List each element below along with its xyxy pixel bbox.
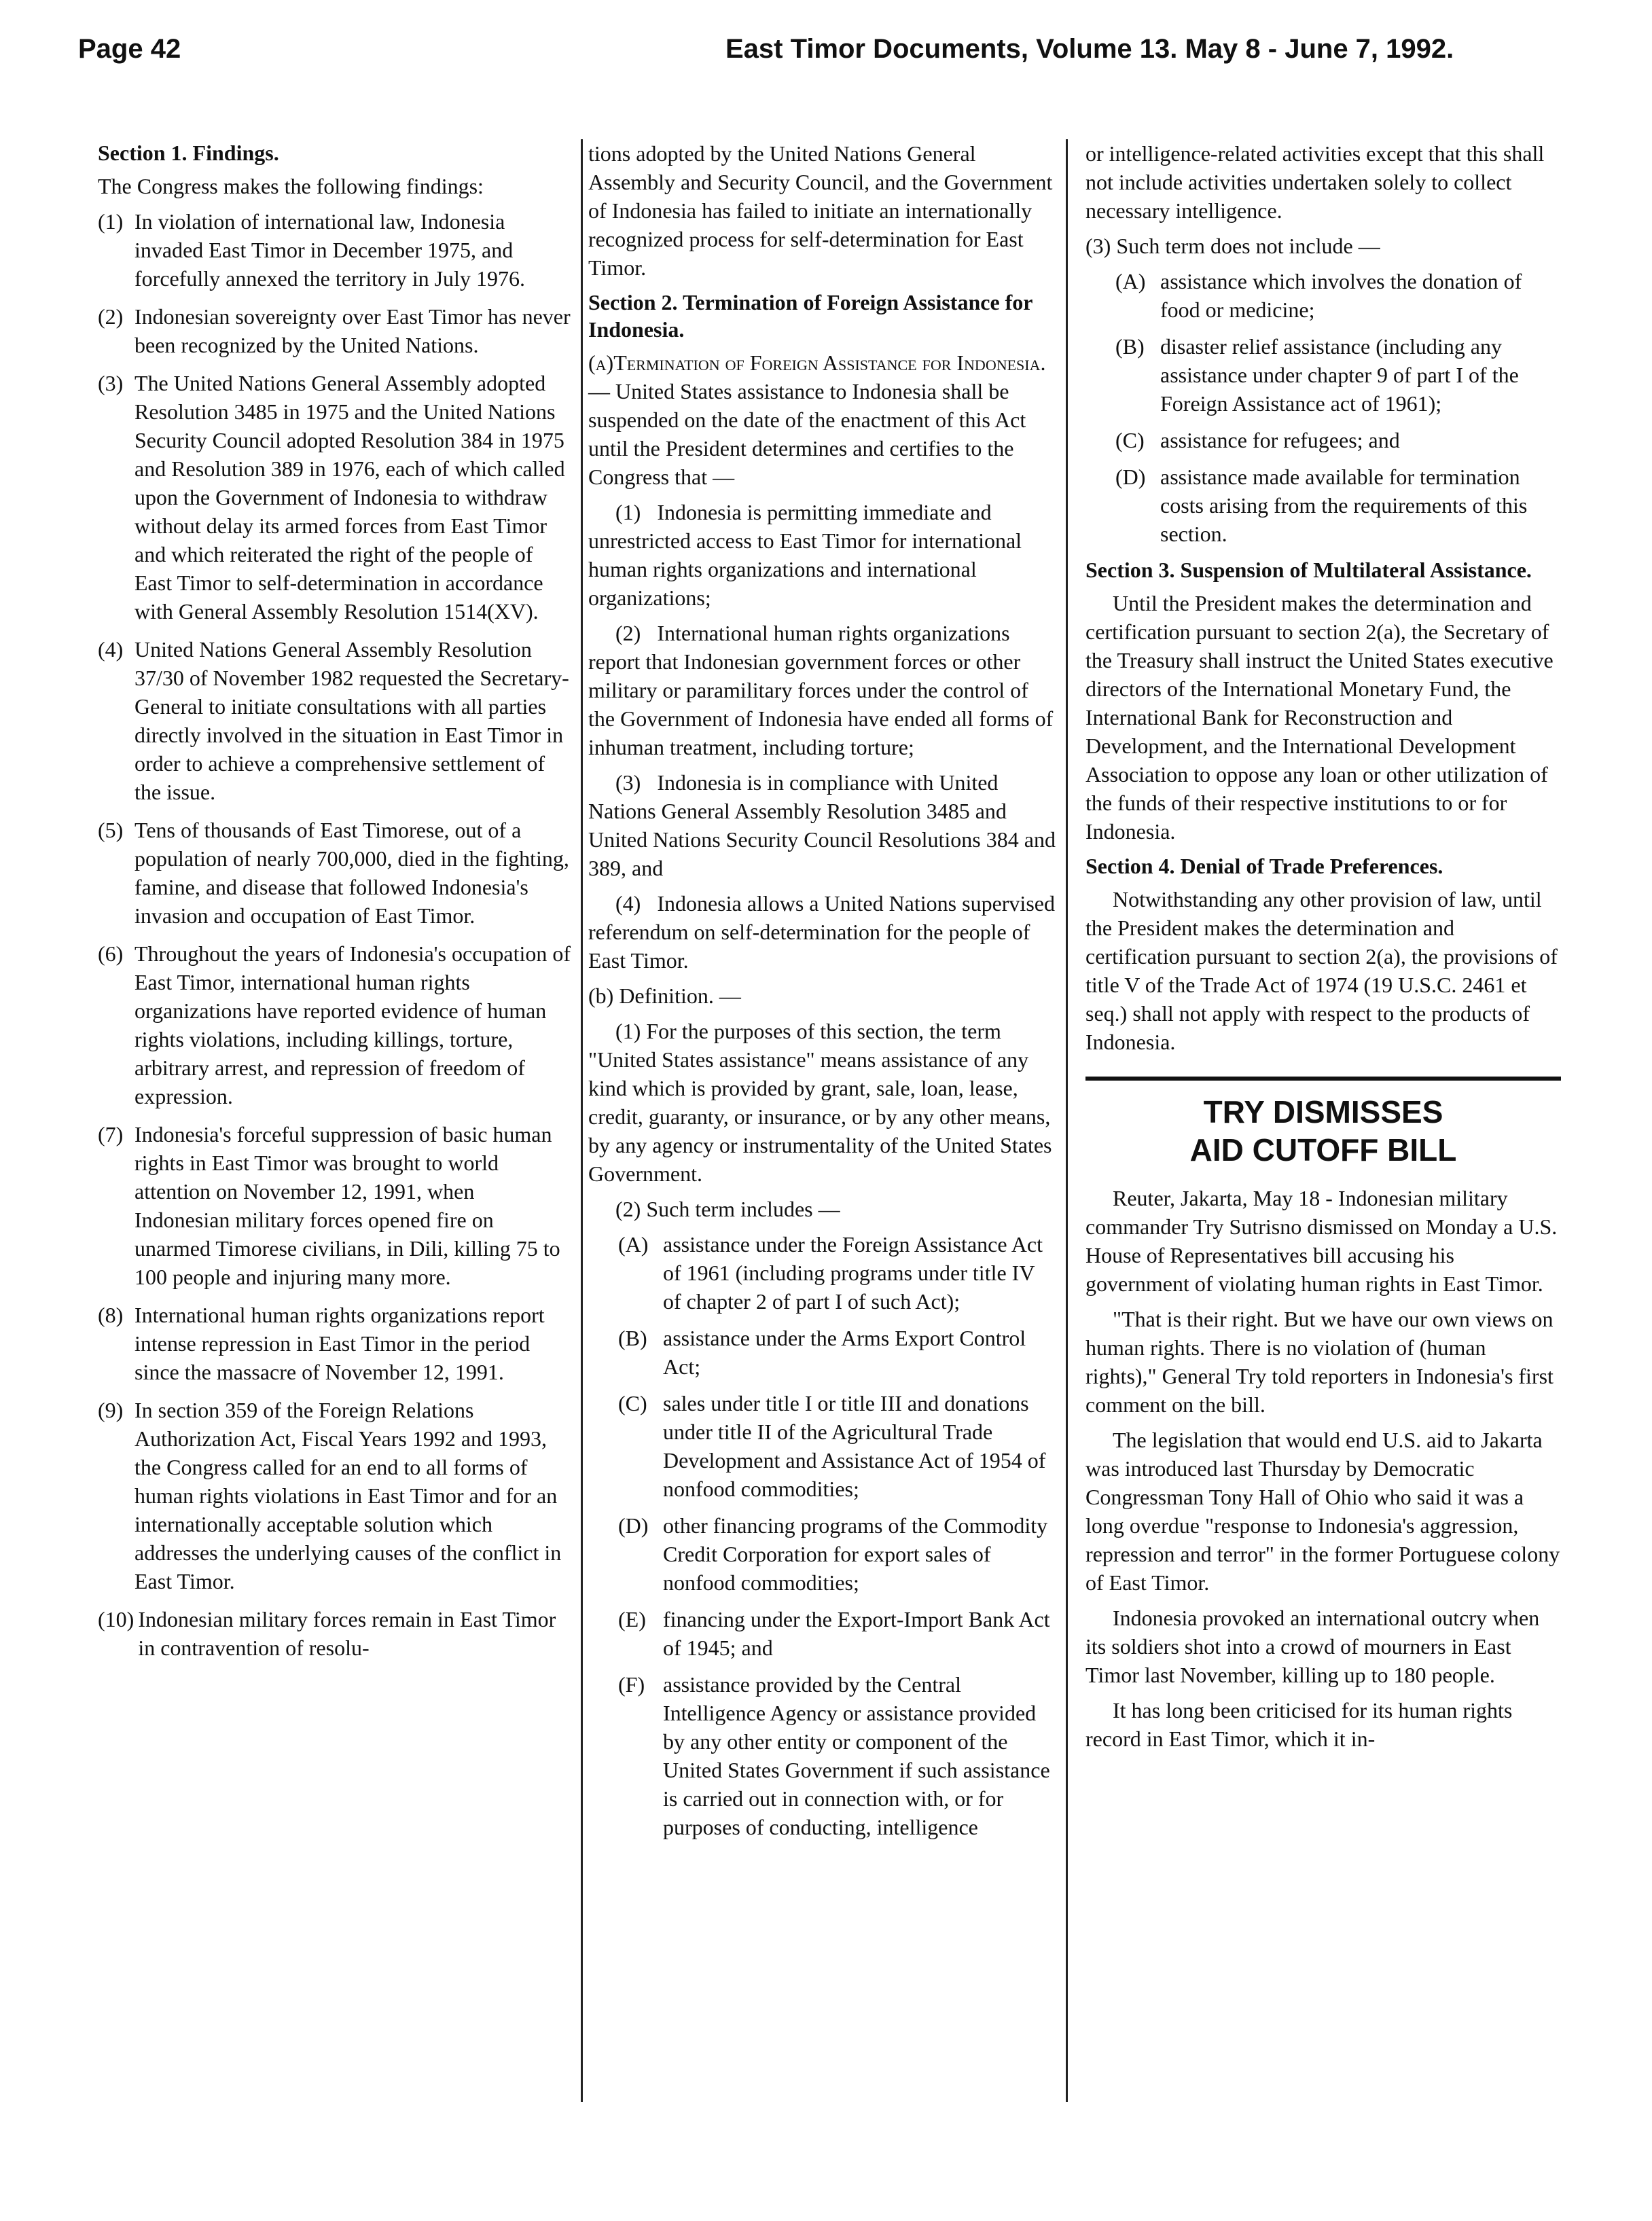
item-text: In violation of international law, Indonesia invaded East Timor in December 1975, and forcefully annexed the territory in July 1976. [134,209,525,291]
item-text: other financing programs of the Commodity Credit Corporation for export sales of nonfood commodities; [663,1513,1048,1595]
item-text: Indonesia is permitting immediate and unrestricted access to East Timor for international human rights organizations and international organizations; [588,500,1022,610]
paragraph [588,498,1057,612]
article-paragraph: Indonesia provoked an international outcry when its soldiers shot into a crowd of mourners in East Timor last November, killing up to 180 people. [1085,1606,1540,1687]
section-heading: Section 3. Suspension of Multilateral Assistance. [1085,558,1532,582]
paragraph: Notwithstanding any other provision of law, until the President makes the determination and certification pursuant to section 2(a), the provisions of title V of the Trade Act of 1974 (19 U.S.C. 2461 et seq.) shall not apply with respect to the products of Indonesia. [1085,887,1558,1054]
item-number: (2) [98,304,124,329]
list-item [98,1605,573,1662]
list-item [98,302,573,359]
item-number: (7) [98,1122,124,1146]
item-text: International human rights organizations report that Indonesian government forces or other military or paramilitary forces under the control of the Government of Indonesia have ended all forms of inhuman treatment, including torture; [588,621,1054,759]
list-item [618,1389,1057,1503]
item-number: (2) [615,621,641,645]
list-item [618,1230,1057,1316]
item-number: (B) [1115,334,1145,359]
list-item [98,207,573,293]
subsection-label: (a)Termination of Foreign Assistance for Indonesia. [588,350,1046,375]
list-item [98,1120,573,1291]
article-paragraph: Reuter, Jakarta, May 18 - Indonesian military commander Try Sutrisno dismissed on Monday a U.S. House of Representatives bill accusing his government of violating human rights in East Timor. [1085,1186,1558,1296]
item-text: assistance for refugees; and [1160,428,1400,452]
item-number: (F) [618,1672,645,1697]
paragraph: (1) For the purposes of this section, the term "United States assistance" means assistance of any kind which is provided by grant, sale, loan, lease, credit, guaranty, or insurance, or by any other means, by any agency or instrumentality of the United States Government. [588,1019,1052,1186]
item-text: assistance made available for termination costs arising from the requirements of this section. [1160,465,1528,546]
list-item [618,1605,1057,1662]
paragraph [588,348,1057,491]
list-item [1115,463,1561,548]
section-heading: Section 1. Findings. [98,141,279,165]
article-paragraph: The legislation that would end U.S. aid to Jakarta was introduced last Thursday by Democratic Congressman Tony Hall of Ohio who said it was a long overdue "response to Indonesia's aggression, repression and terror" in the former Portuguese colony of East Timor. [1085,1428,1560,1595]
paragraph: tions adopted by the United Nations General Assembly and Security Council, and the Government of Indonesia has failed to initiate an internationally recognized process for self-determination for East Timor. [588,141,1053,280]
list-item [98,939,573,1110]
item-number: (10) [98,1607,134,1631]
item-text: Indonesian sovereignty over East Timor has never been recognized by the United Nations. [134,304,571,357]
column-1 [98,139,573,1672]
item-text: Indonesia's forceful suppression of basic human rights in East Timor was brought to world attention on November 12, 1991, when Indonesian military forces opened fire on unarmed Timorese civilians, in Dili, killing 75 to 100 people and injuring many more. [134,1122,560,1289]
item-text: United Nations General Assembly Resolution 37/30 of November 1982 requested the Secretary-General to initiate consultations with all parties directly involved in the situation in East Timor in order to achieve a comprehensive settlement of the issue. [134,637,569,804]
publication-title: East Timor Documents, Volume 13. May 8 - June 7, 1992. [725,34,1454,64]
article-paragraph: It has long been criticised for its human rights record in East Timor, which it in- [1085,1698,1513,1751]
item-number: (4) [615,891,641,916]
list-item [98,816,573,930]
item-number: (5) [98,818,124,842]
item-number: (C) [618,1391,647,1415]
item-text: disaster relief assistance (including any assistance under chapter 9 of part I of the Foreign Assistance act of 1961); [1160,334,1519,416]
item-text: Indonesia is in compliance with United Nations General Assembly Resolution 3485 and United Nations Security Council Resolutions 384 and 389, and [588,770,1056,880]
paragraph [588,889,1057,975]
item-text: assistance provided by the Central Intelligence Agency or assistance provided by any other entity or component of the United States Government if such assistance is carried out in connection with, or for purposes of conducting, intelligence [663,1672,1050,1839]
list-item [98,1396,573,1595]
column-3 [1085,139,1561,1760]
paragraph: (2) Such term includes — [615,1197,840,1221]
paragraph: (b) Definition. — [588,983,741,1008]
item-text: International human rights organizations report intense repression in East Timor in the period since the massacre of November 12, 1991. [134,1303,545,1384]
item-text: Indonesia allows a United Nations supervised referendum on self-determination for the people of East Timor. [588,891,1055,973]
section-heading: Section 4. Denial of Trade Preferences. [1085,854,1443,878]
column-2 [588,139,1057,1849]
paragraph: (3) Such term does not include — [1085,234,1380,258]
paragraph: Until the President makes the determination and certification pursuant to section 2(a), the Secretary of the Treasury shall instruct the United States executive directors of the International Monetary Fund, the International Bank for Reconstruction and Development, and the International Development Association to oppose any loan or other utilization of the funds of their respective institutions to or for Indonesia. [1085,591,1554,844]
page-number: Page 42 [78,34,181,64]
item-number: (A) [1115,269,1146,293]
list-item [1115,426,1561,454]
list-item [618,1511,1057,1597]
list-item [98,369,573,626]
paragraph: or intelligence-related activities except that this shall not include activities undertaken solely to collect necessary intelligence. [1085,141,1545,223]
article-paragraph: "That is their right. But we have our own views on human rights. There is no violation of (human rights)," General Try told reporters in Indonesia's first comment on the bill. [1085,1307,1554,1417]
item-number: (E) [618,1607,646,1631]
item-text: sales under title I or title III and donations under title II of the Agricultural Trade Development and Assistance Act of 1954 of nonfood commodities; [663,1391,1046,1501]
article-separator [1085,1077,1561,1081]
list-item [98,635,573,806]
item-text: Tens of thousands of East Timorese, out of a population of nearly 700,000, died in the fighting, famine, and disease that followed Indonesia's invasion and occupation of East Timor. [134,818,569,928]
item-text: assistance under the Arms Export Control Act; [663,1326,1026,1379]
item-number: (3) [98,371,124,395]
paragraph [588,768,1057,882]
item-number: (4) [98,637,124,662]
list-item [98,1301,573,1386]
item-number: (1) [98,209,124,234]
item-text: financing under the Export-Import Bank Act of 1945; and [663,1607,1050,1660]
item-number: (8) [98,1303,124,1327]
item-number: (A) [618,1232,649,1257]
item-number: (D) [1115,465,1146,489]
item-number: (9) [98,1398,124,1422]
item-text: Throughout the years of Indonesia's occupation of East Timor, international human rights organizations have reported evidence of human rights violations, including killings, torture, arbitrary arrest, and repression of freedom of expression. [134,941,571,1108]
item-text: In section 359 of the Foreign Relations Authorization Act, Fiscal Years 1992 and 1993, the Congress called for an end to all forms of human rights violations in East Timor and for an internationally acceptable solution which addresses the underlying causes of the conflict in East Timor. [134,1398,562,1593]
column-divider [581,139,583,2102]
item-text: The United Nations General Assembly adopted Resolution 3485 in 1975 and the United Nations Security Council adopted Resolution 384 in 1975 and Resolution 389 in 1976, each of which called upon the Government of Indonesia to withdraw without delay its armed forces from East Timor and which reiterated the right of the people of East Timor to self-determination in accordance with General Assembly Resolution 1514(XV). [134,371,565,624]
item-number: (3) [615,770,641,795]
column-divider [1066,139,1068,2102]
item-number: (C) [1115,428,1145,452]
item-number: (1) [615,500,641,524]
item-number: (D) [618,1513,649,1538]
item-number: (B) [618,1326,647,1350]
section-heading: Section 2. Termination of Foreign Assistance for Indonesia. [588,290,1032,342]
list-item [618,1670,1057,1841]
paragraph: The Congress makes the following findings: [98,174,484,198]
item-number: (6) [98,941,124,966]
item-text: Indonesian military forces remain in East Timor in contravention of resolu- [138,1607,556,1660]
list-item [618,1324,1057,1381]
list-item [1115,332,1561,418]
list-item [1115,267,1561,324]
headline-line: TRY DISMISSES [1203,1094,1443,1130]
item-text: assistance under the Foreign Assistance Act of 1961 (including programs under title IV of chapter 2 of part I of such Act); [663,1232,1043,1314]
subsection-text: — United States assistance to Indonesia shall be suspended on the date of the enactment of this Act until the President determines and certifies to the Congress that — [588,379,1026,489]
headline-line: AID CUTOFF BILL [1189,1132,1457,1168]
article-headline [1085,1093,1561,1169]
paragraph [588,619,1057,761]
item-text: assistance which involves the donation of food or medicine; [1160,269,1522,322]
